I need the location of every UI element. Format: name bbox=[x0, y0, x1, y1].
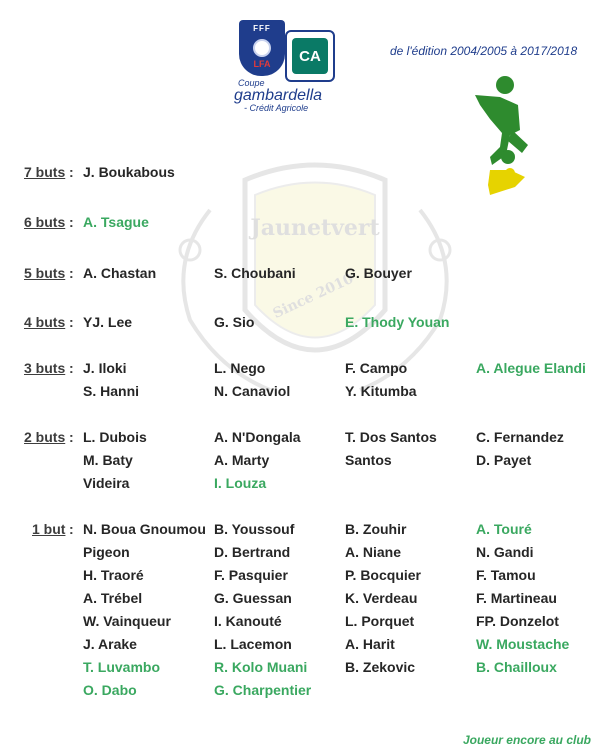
goals-label: 2 buts bbox=[24, 429, 66, 445]
coupe-line2: gambardella bbox=[234, 87, 323, 104]
player-name: N. Canaviol bbox=[214, 383, 291, 399]
player-name: Y. Kitumba bbox=[345, 383, 417, 399]
player-name: J. Iloki bbox=[83, 360, 127, 376]
goals-label: 1 but bbox=[32, 521, 66, 537]
player-name: I. Louza bbox=[214, 475, 267, 491]
player-name: Pigeon bbox=[83, 544, 130, 560]
player-name: J. Arake bbox=[83, 636, 137, 652]
player-name: A. Alegue Elandi bbox=[476, 360, 586, 376]
player-name: D. Payet bbox=[476, 452, 532, 468]
player-name: A. Tsague bbox=[83, 214, 149, 230]
player-name: Santos bbox=[345, 452, 392, 468]
player-name: F. Martineau bbox=[476, 590, 557, 606]
player-name: B. Zouhir bbox=[345, 521, 407, 537]
player-name: L. Nego bbox=[214, 360, 266, 376]
edition-range: de l'édition 2004/2005 à 2017/2018 bbox=[390, 44, 578, 58]
watermark-brand: Jaunetvert bbox=[250, 215, 380, 241]
player-name: J. Boukabous bbox=[83, 164, 175, 180]
player-name: D. Bertrand bbox=[214, 544, 291, 560]
player-name: W. Vainqueur bbox=[83, 613, 171, 629]
player-name: L. Lacemon bbox=[214, 636, 292, 652]
player-name: YJ. Lee bbox=[83, 314, 133, 330]
goals-label: 3 buts bbox=[24, 360, 66, 376]
player-name: C. Fernandez bbox=[476, 429, 564, 445]
player-name: L. Porquet bbox=[345, 613, 415, 629]
player-name: A. Trébel bbox=[83, 590, 143, 606]
player-name: FP. Donzelot bbox=[476, 613, 559, 629]
player-name: A. Chastan bbox=[83, 265, 157, 281]
legend-active-player: Joueur encore au club bbox=[462, 733, 591, 747]
football-icon bbox=[253, 39, 271, 57]
player-name: G. Sio bbox=[214, 314, 255, 330]
goals-label: 6 buts bbox=[24, 214, 66, 230]
player-name: H. Traoré bbox=[83, 567, 144, 583]
fff-logo bbox=[239, 20, 285, 76]
fff-logo-top: FFF bbox=[253, 24, 271, 33]
goals-label: 7 buts bbox=[24, 164, 66, 180]
player-name: P. Bocquier bbox=[345, 567, 421, 583]
player-name: N. Gandi bbox=[476, 544, 534, 560]
player-name: G. Bouyer bbox=[345, 265, 412, 281]
player-name: R. Kolo Muani bbox=[214, 659, 308, 675]
player-name: S. Hanni bbox=[83, 383, 140, 399]
player-name: I. Kanouté bbox=[214, 613, 282, 629]
goals-label-colon: : bbox=[69, 429, 74, 445]
player-name: A. N'Dongala bbox=[214, 429, 301, 445]
credit-agricole-logo bbox=[285, 30, 335, 82]
player-name: B. Chailloux bbox=[476, 659, 557, 675]
goals-label: 4 buts bbox=[24, 314, 66, 330]
player-name: B. Youssouf bbox=[214, 521, 295, 537]
player-name: G. Charpentier bbox=[214, 682, 312, 698]
credit-agricole-mark: CA bbox=[292, 38, 328, 74]
coupe-line3: - Crédit Agricole bbox=[244, 103, 309, 113]
goals-label-colon: : bbox=[69, 265, 74, 281]
player-name: L. Dubois bbox=[83, 429, 147, 445]
player-name: T. Dos Santos bbox=[345, 429, 437, 445]
goals-label-colon: : bbox=[69, 314, 74, 330]
fff-logo-bottom: LFA bbox=[253, 59, 271, 69]
jaunetvert-watermark bbox=[150, 140, 480, 430]
player-name: F. Tamou bbox=[476, 567, 536, 583]
goals-label-colon: : bbox=[69, 521, 74, 537]
player-name: A. Touré bbox=[476, 521, 532, 537]
player-name: T. Luvambo bbox=[83, 659, 161, 675]
player-name: O. Dabo bbox=[83, 682, 137, 698]
coupe-line1: Coupe bbox=[238, 78, 265, 88]
player-name: E. Thody Youan bbox=[345, 314, 450, 330]
player-kick-icon bbox=[470, 75, 540, 205]
player-name: A. Niane bbox=[345, 544, 402, 560]
goals-label-colon: : bbox=[69, 164, 74, 180]
watermark-since: Since 2010 bbox=[270, 270, 357, 322]
player-name: K. Verdeau bbox=[345, 590, 418, 606]
player-name: F. Campo bbox=[345, 360, 408, 376]
goals-label-colon: : bbox=[69, 214, 74, 230]
player-name: W. Moustache bbox=[476, 636, 570, 652]
player-name: Videira bbox=[83, 475, 130, 491]
player-name: A. Marty bbox=[214, 452, 270, 468]
goals-label: 5 buts bbox=[24, 265, 66, 281]
player-name: N. Boua Gnoumou bbox=[83, 521, 206, 537]
player-name: A. Harit bbox=[345, 636, 395, 652]
player-name: M. Baty bbox=[83, 452, 133, 468]
player-name: S. Choubani bbox=[214, 265, 296, 281]
player-name: B. Zekovic bbox=[345, 659, 416, 675]
goals-label-colon: : bbox=[69, 360, 74, 376]
coupe-gambardella-logo bbox=[234, 79, 344, 113]
player-name: F. Pasquier bbox=[214, 567, 288, 583]
player-name: G. Guessan bbox=[214, 590, 292, 606]
